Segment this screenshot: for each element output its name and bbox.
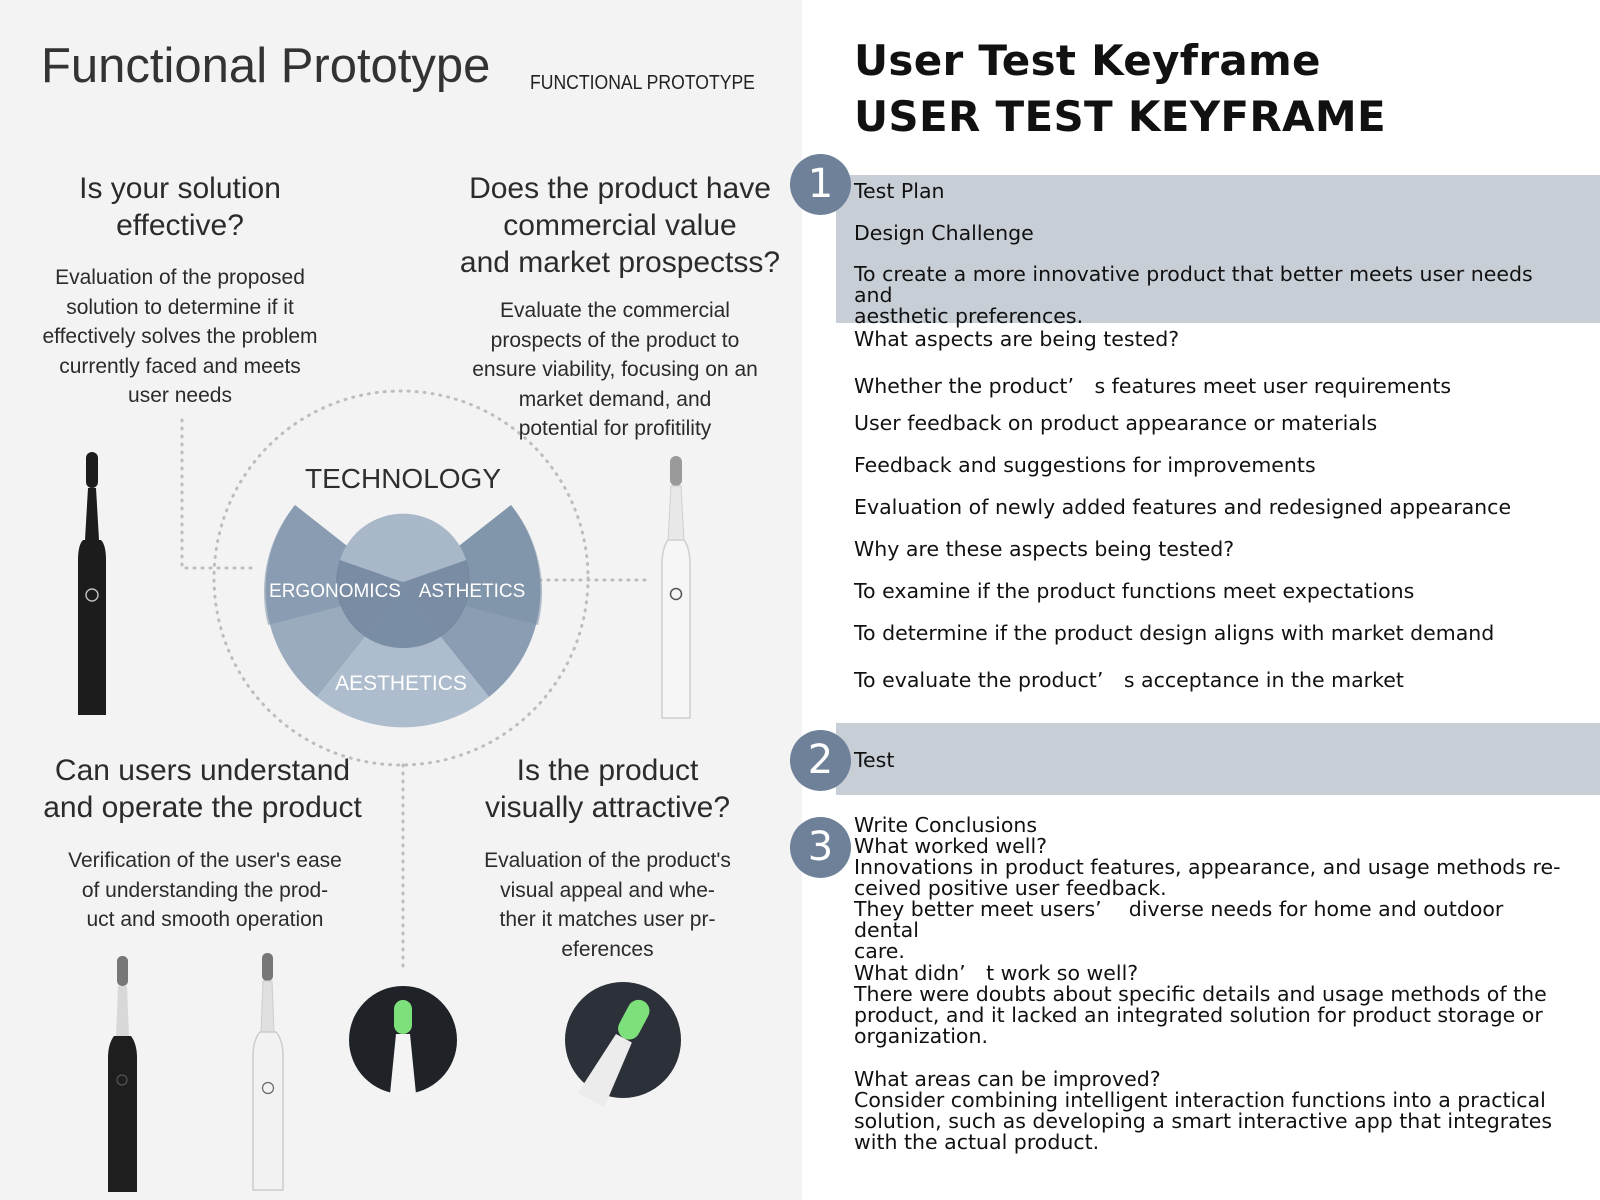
question-effective: Is your solution effective? bbox=[79, 172, 281, 242]
black-toothbrush-icon bbox=[78, 452, 106, 715]
brush-head-closeup-icon bbox=[565, 982, 681, 1107]
user-test-panel bbox=[802, 0, 1600, 1200]
step-badge-1: 1 bbox=[790, 154, 851, 215]
test-band bbox=[836, 723, 1600, 795]
test-heading: Test bbox=[854, 748, 895, 772]
list-item: Feedback and suggestions for improvements bbox=[854, 453, 1316, 477]
question-attractive: Is the product visually attractive? bbox=[484, 754, 731, 824]
white-toothbrush-icon bbox=[662, 456, 690, 718]
step-badge-2: 2 bbox=[790, 730, 851, 791]
asthetics-label: ASTHETICS bbox=[418, 581, 526, 602]
white-toothbrush-icon bbox=[253, 953, 283, 1190]
list-item: User feedback on product appearance or materials bbox=[854, 411, 1378, 435]
list-item: Evaluation of newly added features and redesigned appearance bbox=[854, 495, 1512, 519]
section-title-caps: USER TEST KEYFRAME bbox=[854, 92, 1386, 141]
test-plan-heading: Test Plan bbox=[854, 179, 945, 203]
conclusions-worked-well: Write Conclusions What worked well? Innovations in product features, appearance, and usage methods re- ceived positive user feedback. They better meet users’ diverse needs for home and outdoor dental care. bbox=[854, 813, 1561, 963]
design-challenge-heading: Design Challenge bbox=[854, 221, 1034, 245]
text-effective: Evaluation of the proposed solution to determine if it effectively solves the problem currently faced and meets user needs bbox=[42, 266, 318, 407]
aesthetics-label: AESTHETICS bbox=[335, 672, 467, 695]
list-item: What aspects are being tested? bbox=[854, 327, 1180, 351]
section-title: User Test Keyframe bbox=[854, 36, 1321, 85]
list-item: To determine if the product design aligns with market demand bbox=[854, 621, 1495, 645]
text-understand: Verification of the user's ease of understanding the prod- uct and smooth operation bbox=[68, 849, 342, 931]
text-attractive: Evaluation of the product's visual appeal and whe- ther it matches user pr- eferences bbox=[484, 849, 731, 961]
list-item: Whether the product’ s features meet user requirements bbox=[854, 374, 1452, 398]
list-item: Why are these aspects being tested? bbox=[854, 537, 1235, 561]
list-item: To evaluate the product’ s acceptance in the market bbox=[854, 668, 1404, 692]
question-commercial: Does the product have commercial value and market prospectss? bbox=[459, 172, 781, 279]
connector-left bbox=[182, 420, 258, 568]
text-commercial: Evaluate the commercial prospects of the product to ensure viability, focusing on an market demand, and potential for profitility bbox=[472, 299, 758, 440]
design-challenge-text: To create a more innovative product that better meets user needs and aesthetic preferences. bbox=[854, 262, 1533, 328]
conclusions-improve: What areas can be improved? Consider combining intelligent interaction functions into a practical solution, such as developing a smart interactive app that integrates with the actual product. bbox=[854, 1067, 1553, 1154]
black-toothbrush-icon bbox=[108, 956, 137, 1192]
page-subtitle: FUNCTIONAL PROTOTYPE bbox=[530, 72, 755, 94]
brush-head-closeup-icon bbox=[349, 986, 457, 1094]
list-item: To examine if the product functions meet expectations bbox=[854, 579, 1415, 603]
step-badge-3: 3 bbox=[790, 817, 851, 878]
conclusions-not-well: What didn’ t work so well? There were doubts about specific details and usage methods of the product, and it lacked an integrated solution for product storage or organization. bbox=[854, 961, 1547, 1048]
technology-label: TECHNOLOGY bbox=[304, 463, 502, 494]
ergonomics-label: ERGONOMICS bbox=[269, 581, 401, 602]
question-understand: Can users understand and operate the product bbox=[43, 754, 362, 824]
page-title: Functional Prototype bbox=[41, 39, 491, 93]
